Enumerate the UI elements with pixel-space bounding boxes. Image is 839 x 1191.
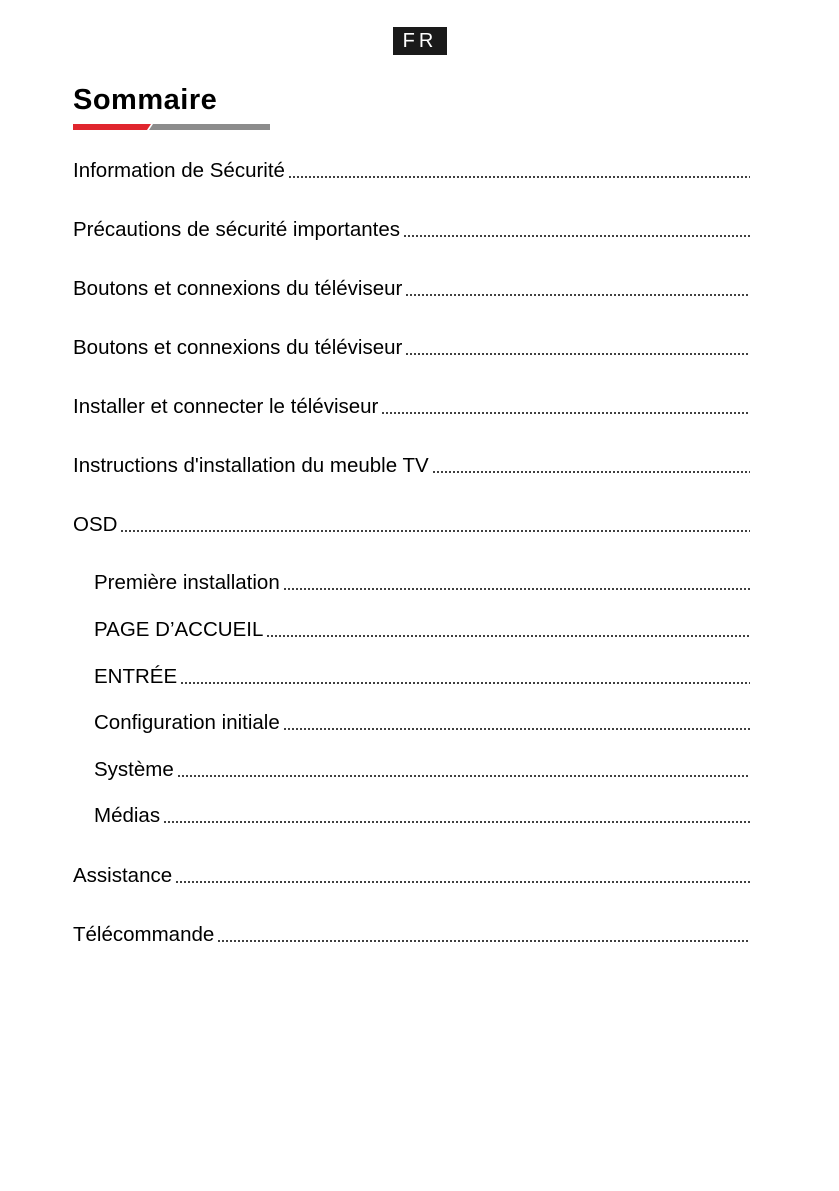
language-badge: FR — [393, 27, 447, 55]
toc-subitem[interactable] — [94, 756, 750, 784]
toc-item[interactable] — [73, 275, 750, 303]
toc-item-label: Boutons et connexions du téléviseur — [73, 277, 403, 300]
toc-item-label: Boutons et connexions du téléviseur — [73, 336, 403, 359]
toc-item[interactable] — [73, 216, 750, 244]
toc-item[interactable] — [73, 334, 750, 362]
toc-item[interactable] — [73, 393, 750, 421]
toc-item[interactable] — [73, 921, 750, 949]
page-title: Sommaire — [73, 84, 218, 116]
toc-item[interactable] — [73, 452, 750, 480]
dot-leader — [283, 588, 750, 590]
toc-item-label: Système — [94, 758, 174, 781]
toc-subitem[interactable] — [94, 802, 750, 830]
dot-leader — [180, 682, 750, 684]
dot-leader — [405, 353, 750, 355]
underline-red-segment — [73, 124, 151, 130]
toc-item-label: Installer et connecter le téléviseur — [73, 395, 379, 418]
dot-leader — [175, 881, 750, 883]
toc-item-label: Première installation — [94, 571, 280, 594]
underline-gray-segment — [149, 124, 270, 130]
toc-item-label: Instructions d'installation du meuble TV — [73, 454, 429, 477]
toc-item[interactable] — [73, 157, 750, 185]
toc-item-label: PAGE D’ACCUEIL — [94, 618, 264, 641]
toc-subitem[interactable] — [94, 663, 750, 691]
dot-leader — [217, 940, 750, 942]
dot-leader — [432, 471, 750, 473]
toc-item-label: ENTRÉE — [94, 665, 178, 688]
dot-leader — [177, 775, 750, 777]
dot-leader — [163, 821, 750, 823]
dot-leader — [405, 294, 750, 296]
toc-item-label: Configuration initiale — [94, 711, 280, 734]
toc-item-label: Médias — [94, 804, 161, 827]
toc-subitem[interactable] — [94, 709, 750, 737]
dot-leader — [120, 530, 750, 532]
dot-leader — [288, 176, 750, 178]
dot-leader — [283, 728, 750, 730]
dot-leader — [403, 235, 750, 237]
dot-leader — [381, 412, 750, 414]
toc-item[interactable] — [73, 862, 750, 890]
toc-item-label: OSD — [73, 513, 118, 536]
toc-subitem[interactable] — [94, 616, 750, 644]
toc-item-label: Information de Sécurité — [73, 159, 285, 182]
toc-item-label: Télécommande — [73, 923, 215, 946]
toc-item[interactable] — [73, 511, 750, 539]
title-underline — [73, 124, 270, 130]
toc-item-label: Assistance — [73, 864, 173, 887]
toc-subitem[interactable] — [94, 569, 750, 597]
toc-item-label: Précautions de sécurité importantes — [73, 218, 401, 241]
dot-leader — [266, 635, 750, 637]
